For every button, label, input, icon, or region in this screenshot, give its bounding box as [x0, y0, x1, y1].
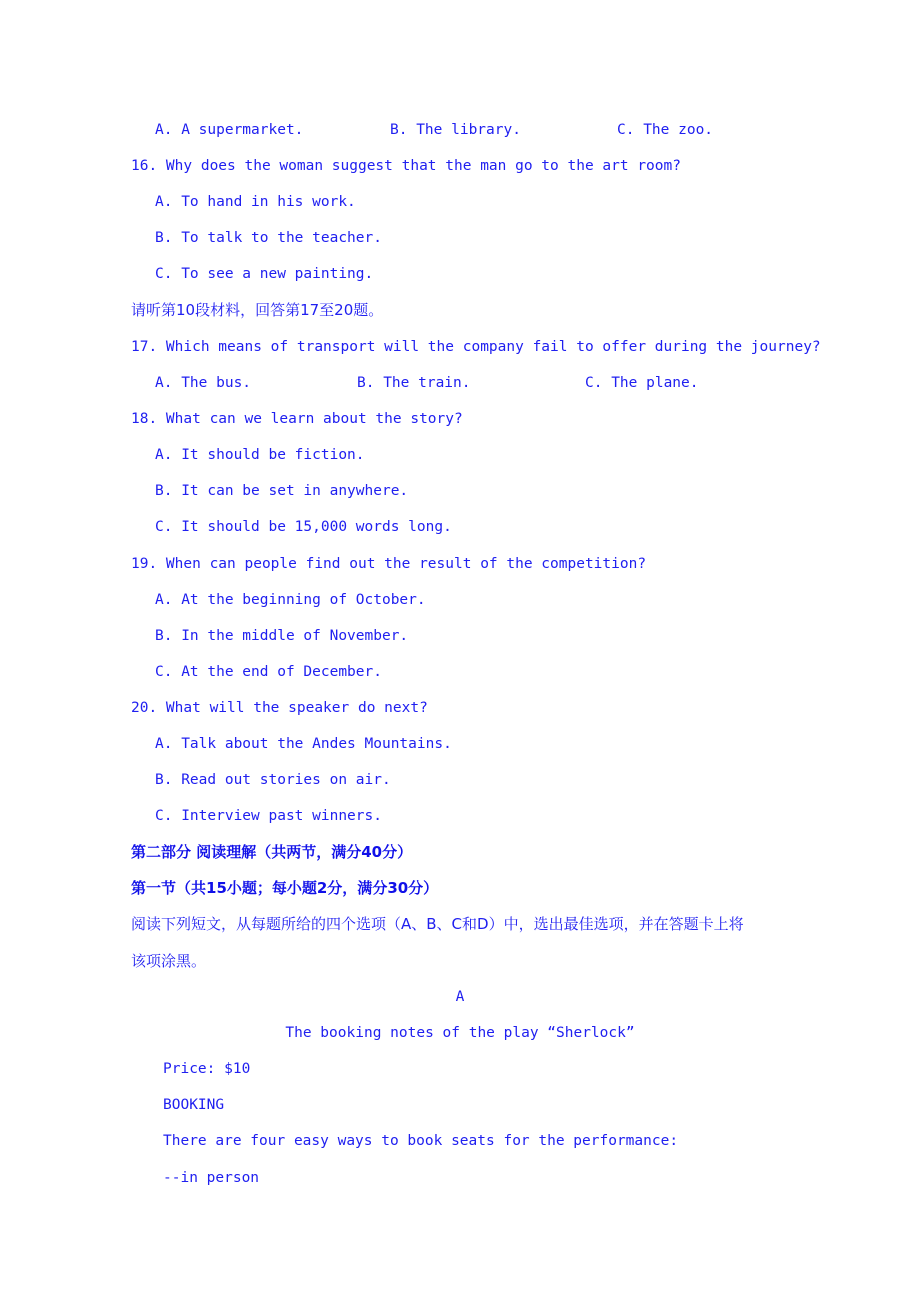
passage-booking: BOOKING — [163, 1097, 225, 1113]
reading-instruction-line1: 阅读下列短文，从每题所给的四个选项（A、B、C和D）中，选出最佳选项，并在答题卡上将 — [131, 915, 744, 933]
q20-option-a: A. Talk about the Andes Mountains. — [155, 736, 452, 752]
instruction-material-10: 请听第10段材料，回答第17至20题。 — [131, 301, 384, 319]
q19-option-c: C. At the end of December. — [155, 664, 382, 680]
q20-option-c: C. Interview past winners. — [155, 808, 382, 824]
passage-label: A — [455, 989, 465, 1005]
q18-option-c: C. It should be 15,000 words long. — [155, 519, 452, 535]
q17-option-c: C. The plane. — [585, 375, 699, 391]
q19-question: 19. When can people find out the result of the competition? — [131, 556, 647, 572]
passage-price: Price: $10 — [163, 1061, 251, 1077]
passage-ways: There are four easy ways to book seats for the performance: — [163, 1133, 679, 1149]
q18-option-a: A. It should be fiction. — [155, 447, 365, 463]
q16-option-a: A. To hand in his work. — [155, 194, 356, 210]
q15-option-b: B. The library. — [390, 122, 521, 138]
part2-heading: 第二部分 阅读理解（共两节，满分40分） — [131, 843, 413, 861]
q20-option-b: B. Read out stories on air. — [155, 772, 391, 788]
q16-question: 16. Why does the woman suggest that the man go to the art room? — [131, 158, 681, 174]
section1-heading: 第一节（共15小题；每小题2分，满分30分） — [131, 879, 439, 897]
passage-title: The booking notes of the play “Sherlock” — [285, 1025, 635, 1041]
q15-option-c: C. The zoo. — [617, 122, 714, 138]
q18-question: 18. What can we learn about the story? — [131, 411, 463, 427]
passage-in-person: --in person — [163, 1170, 260, 1186]
q20-question: 20. What will the speaker do next? — [131, 700, 428, 716]
q16-option-b: B. To talk to the teacher. — [155, 230, 382, 246]
q19-option-b: B. In the middle of November. — [155, 628, 409, 644]
q17-option-b: B. The train. — [357, 375, 471, 391]
q18-option-b: B. It can be set in anywhere. — [155, 483, 409, 499]
q15-option-a: A. A supermarket. — [155, 122, 304, 138]
reading-instruction-line2: 该项涂黑。 — [131, 952, 207, 970]
q19-option-a: A. At the beginning of October. — [155, 592, 426, 608]
q17-question: 17. Which means of transport will the company fail to offer during the journey? — [131, 339, 821, 355]
q16-option-c: C. To see a new painting. — [155, 266, 374, 282]
q17-option-a: A. The bus. — [155, 375, 252, 391]
